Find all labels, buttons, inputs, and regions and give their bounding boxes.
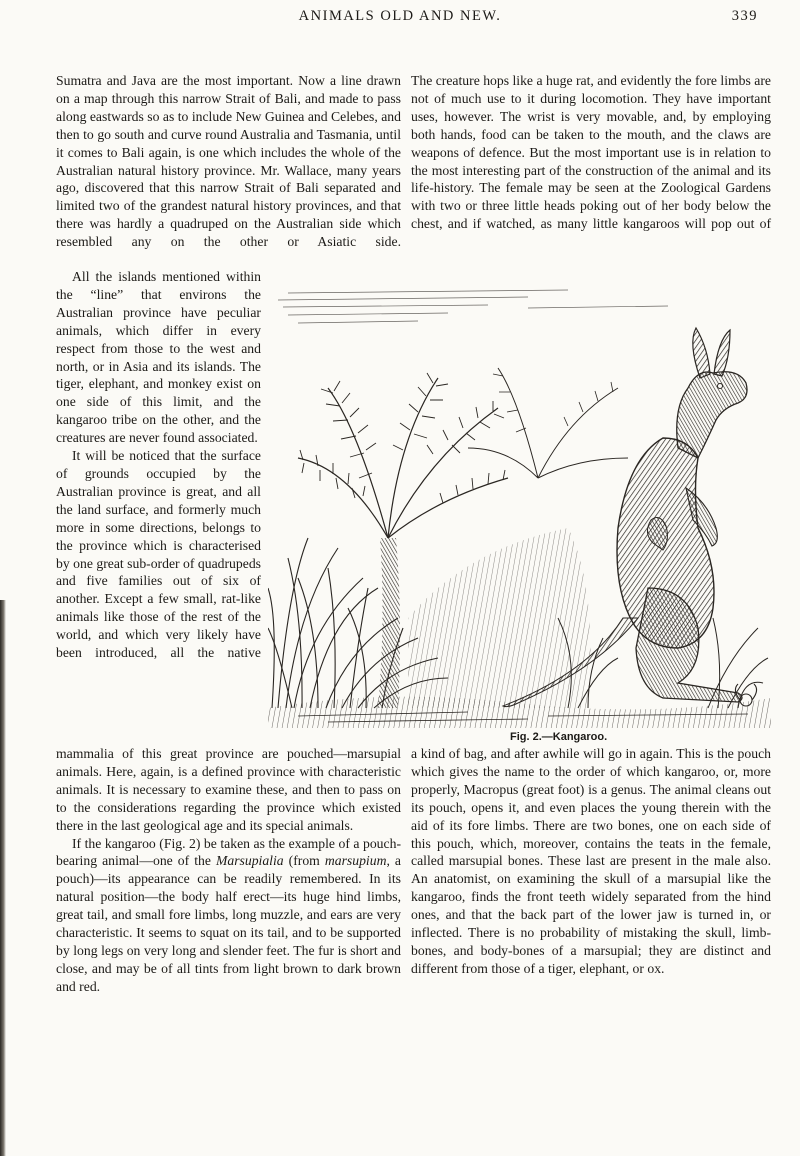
kangaroo-illustration	[268, 288, 771, 728]
figure-caption: Fig. 2.—Kangaroo.	[510, 731, 608, 743]
page-edge-shadow	[0, 600, 6, 1156]
kangaroo-engraving	[268, 288, 771, 728]
page-title: ANIMALS OLD AND NEW.	[298, 8, 502, 24]
text-segment: , a pouch)—its appearance can be readily remembered. In its natural position—the body half erect—its huge hind limbs, great tail, and small fore limbs, long muzzle, and ears are very characteristic. It seems to squat on its tail, and to be supported by long legs on very long and slender feet. The fur is short and close, and may be of all tints from light brown to dark brown and red.	[56, 853, 401, 994]
paragraph-pouch: a kind of bag, and after awhile will go in again. This is the pouch which gives the name to the order of which kangaroo, or, more properly, Macropus (great foot) is a genus. The animal cleans out its pouch, opens it, and even places the young therein with the aid of its fore limbs. There are two bones, one on each side of this pouch, which, moreover, contains the teats in the female, called marsupial bones. These last are present in the male also. An anatomist, on examining the skull of a marsupial like the kangaroo, finds the front teeth widely separated from the hind ones, and that the back part of the lower jaw is turned in, or inflected. There is no probability of mistaking the skull, limb-bones, and body-bones of a marsupial; they are distinct and different from those of a tiger, elephant, or ox.	[411, 746, 771, 976]
page-number: 339	[731, 8, 758, 24]
italic-term-marsupialia: Marsupialia	[215, 853, 284, 869]
paragraph-mammalia: mammalia of this great province are pouched—marsupial animals. Here, again, is a defined province with characteristic animals. It is necessary to examine these, and then to pass on to the considerations regarding the province which existed there in the last geological age and its special animals.	[56, 746, 401, 833]
paragraph-islands: All the islands mentioned within the “line” that environs the Australian province have peculiar animals, which differ in every respect from those to the west and north, or in Asia and its islands. The tiger, elephant, and monkey exist on one side of this limit, and the kangaroo tribe on the other, and the creatures are never found associated.	[56, 269, 261, 446]
paragraph-hops: The creature hops like a huge rat, and evidently the fore limbs are not of much use to it during locomotion. They have important uses, however. The wrist is very movable, and, by employing both hands, food can be taken to the mouth, and the claws are weapons of defence. But the most important use is in relation to the most interesting part of the construction of the animal and its life-history. The female may be seen at the Zoological Gardens with two or three little heads poking out of her body below the chest, and if watched, as many little kangaroos will pop out of	[411, 73, 771, 232]
left-column-top	[56, 72, 401, 251]
paragraph-kangaroo-example	[56, 835, 401, 996]
paragraph-australian-province: It will be noticed that the surface of grounds occupied by the Australian province is great, and all the land surface, and formerly much more in some directions, belongs to the province which is characterised by one great sub-order of quadrupeds and five families out of six of another. Except a few small, rat-like animals like those of the rest of the world, and which very likely have been introduced, all the native	[56, 448, 261, 661]
text-segment: (from	[283, 853, 325, 869]
text-segment: If the kangaroo (Fig. 2) be taken as the example of a pouch-bearing animal—one of the	[56, 835, 401, 869]
italic-term-marsupium: marsupium	[324, 853, 387, 869]
left-column-bottom	[56, 745, 401, 996]
right-column-bottom	[411, 745, 771, 978]
right-column-top	[411, 72, 771, 233]
left-column-narrow	[56, 268, 261, 662]
paragraph-strait-of-bali: Sumatra and Java are the most important. Now a line drawn on a map through this narrow Strait of Bali, and made to pass along eastwards so as to include New Guinea and Celebes, and then to go south and curve round Australia and Tasmania, until it comes to Bali again, is one which includes the whole of the Australian natural history province. Mr. Wallace, many years ago, discovered that this narrow Strait of Bali separated and limited two of the grandest natural history provinces, and that there was hardly a quadruped on the Australian side which resembled any on the other or Asiatic side.	[56, 73, 401, 250]
